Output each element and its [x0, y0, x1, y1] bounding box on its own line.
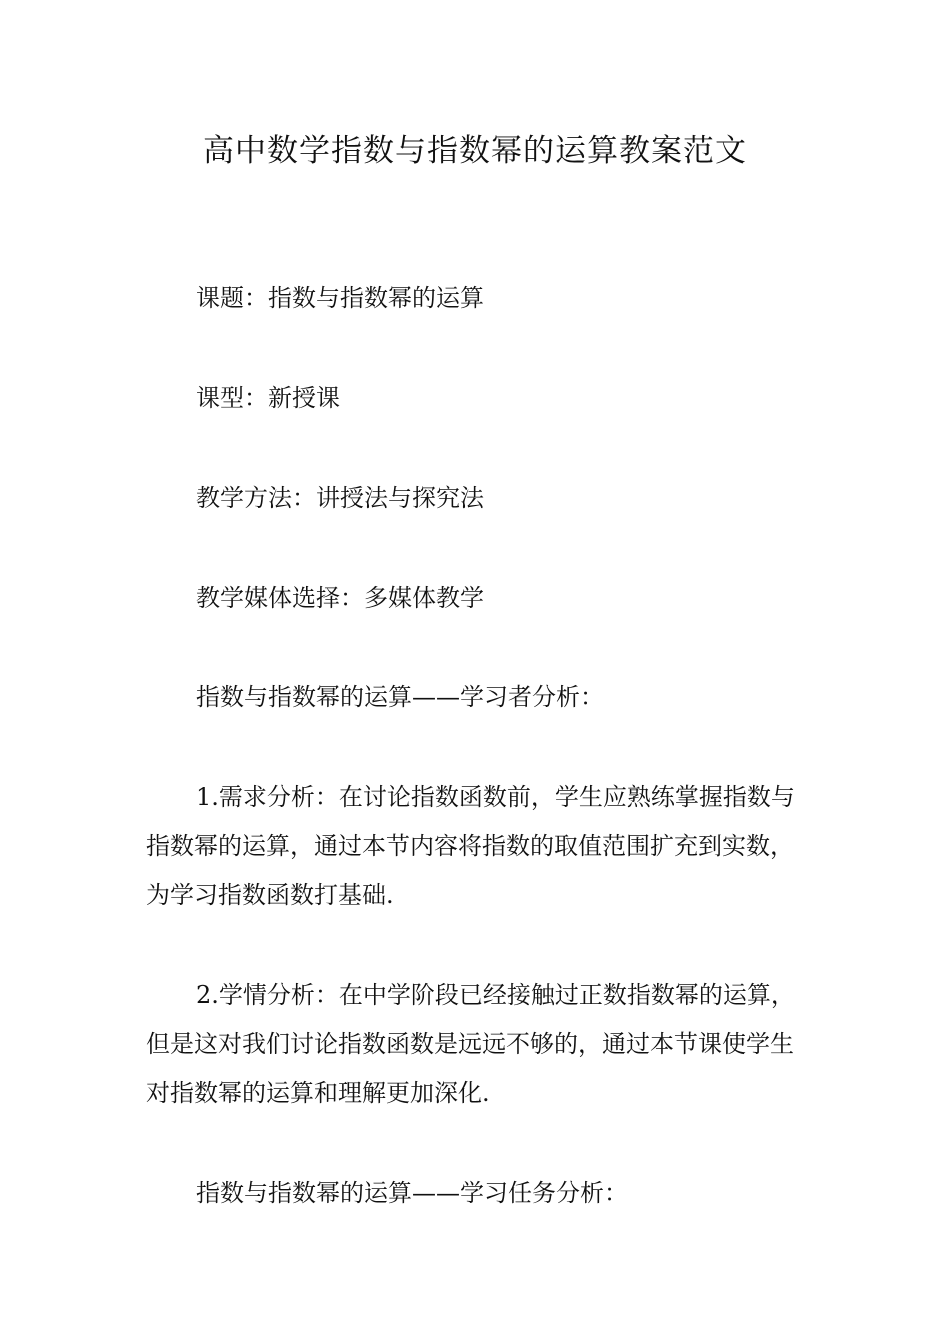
paragraph-teaching-media: 教学媒体选择：多媒体教学 — [196, 584, 484, 612]
paragraph-task-analysis-heading: 指数与指数幂的运算——学习任务分析： — [196, 1179, 628, 1207]
paragraph-learner-analysis-heading: 指数与指数幂的运算——学习者分析： — [196, 683, 604, 711]
paragraph-learning-situation: 2.学情分析：在中学阶段已经接触过正数指数幂的运算，但是这对我们讨论指数函数是远远不够的，通过本节课使学生对指数幂的运算和理解更加深化. — [146, 981, 795, 1107]
paragraph-topic: 课题：指数与指数幂的运算 — [196, 284, 484, 312]
paragraph-teaching-method: 教学方法：讲授法与探究法 — [196, 484, 484, 512]
paragraph-needs-analysis: 1.需求分析：在讨论指数函数前，学生应熟练掌握指数与指数幂的运算，通过本节内容将指数的取值范围扩充到实数，为学习指数函数打基础. — [146, 783, 795, 909]
paragraph-lesson-type: 课型：新授课 — [196, 384, 340, 412]
document-title: 高中数学指数与指数幂的运算教案范文 — [203, 133, 747, 169]
